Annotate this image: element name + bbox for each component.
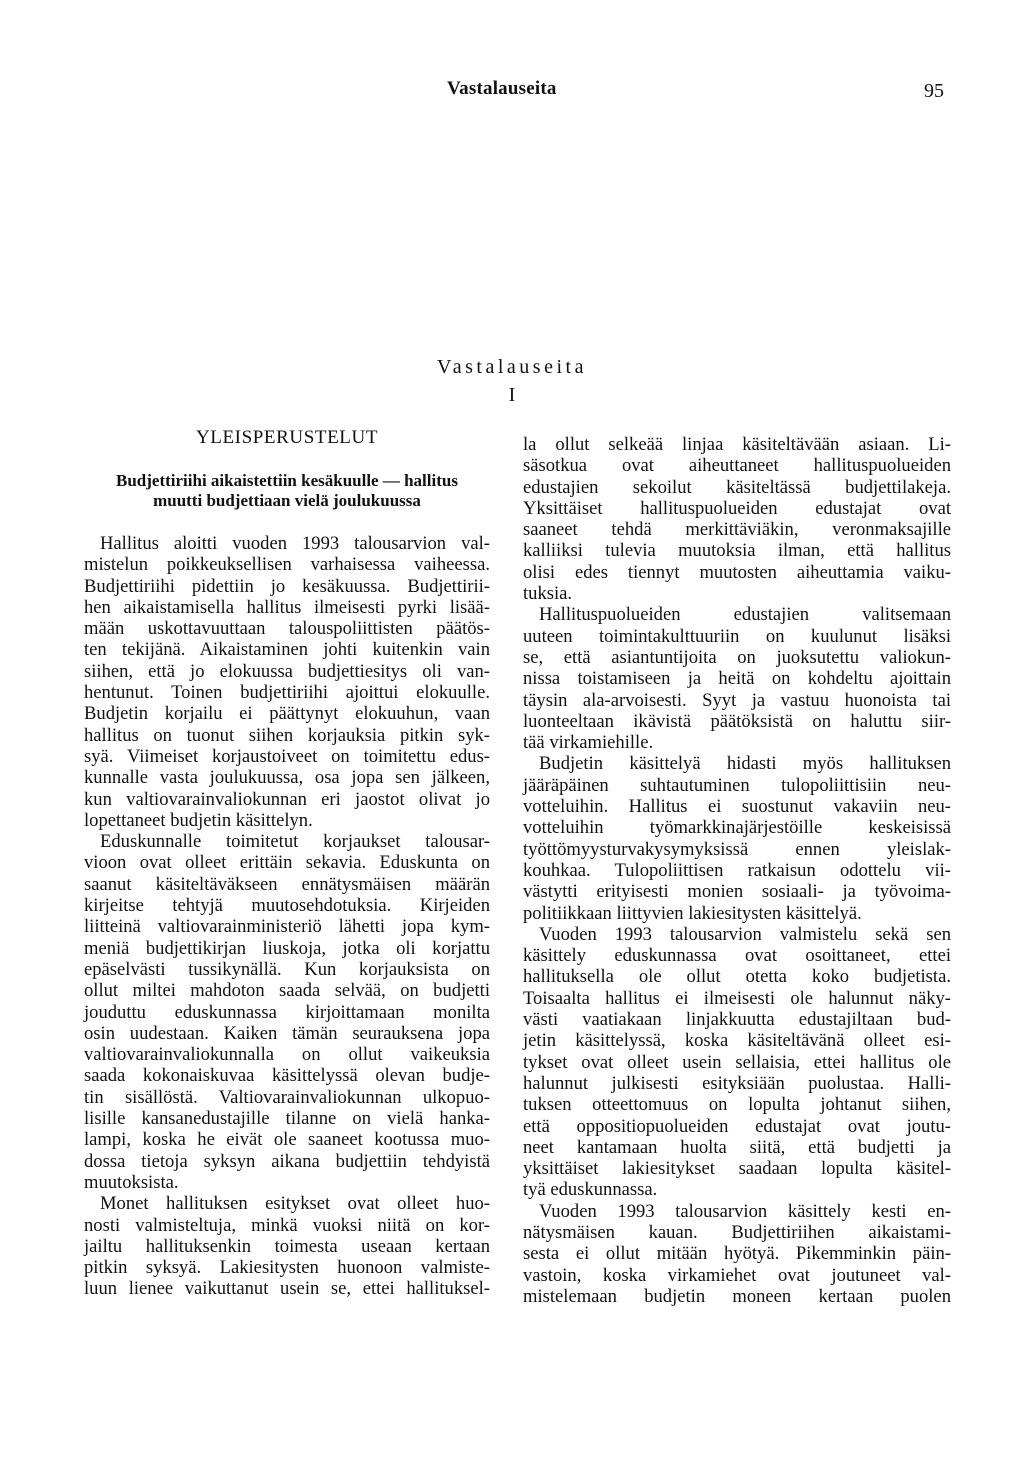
text-line: hallitus on tuonut siihen korjauksia pitkin syk- [84,724,490,746]
text-line: hallituksella ole ollut otetta koko budjetista. [523,966,951,988]
text-line: jouduttu eduskunnassa kirjoittamaan monilta [84,1001,490,1023]
text-line: tyä eduskunnassa. [523,1179,658,1201]
text-line: syä. Viimeiset korjaustoiveet on toimitettu edus- [84,745,490,767]
article-subheading [84,471,490,511]
text-line: valtiovarainvaliokunnalla on ollut vaikeuksia [84,1044,490,1066]
right-column [523,434,951,1307]
text-line: mistelemaan budjetin moneen kertaan puolen [523,1285,951,1307]
text-line: tykset ovat olleet usein sellaisia, ettei hallitus ole [523,1051,951,1073]
text-line: la ollut selkeää linjaa käsiteltävään asiaan. Li- [523,434,951,455]
text-line: jailtu hallituksenkin toimesta useaan kertaan [84,1235,490,1257]
section-heading: Vastalauseita [437,356,587,378]
text-line: Vuoden 1993 talousarvion käsittely kesti en- [539,1200,951,1222]
text-line: ollut miltei mahdoton saada selvää, on budjetti [84,980,490,1002]
text-line: kouhkaa. Tulopoliittisen ratkaisun odottelu vii- [523,859,951,881]
text-line: kunnalle vasta joulukuussa, osa jopa sen jälkeen, [84,767,490,789]
text-line: Vuoden 1993 talousarvion valmistelu sekä sen [539,923,951,945]
text-line: saanut käsiteltäväkseen ennätysmäisen määrän [84,873,490,895]
subheading-line: Budjettiriihi aikaistettiin kesäkuulle — hallitus [116,471,458,490]
text-line: Budjetin käsittelyä hidasti myös hallituksen [539,753,951,775]
text-line: se, että asiantuntijoita on juoksutettu valiokun- [523,646,951,668]
text-line: edustajien sekoilut käsiteltässä budjettilakeja. [523,476,951,498]
text-line: hentunut. Toinen budjettiriihi ajoittui elokuulle. [84,682,490,704]
text-line: lampi, koska he eivät ole saaneet kootussa muo- [84,1129,490,1151]
text-line: västi vaatiakaan linjakkuutta edustajiltaan bud- [523,1009,951,1031]
text-line: siihen, että jo elokuussa budjettiesitys oli van- [84,660,490,682]
page-number: 95 [924,80,944,102]
text-line: nosti valmisteltuja, minkä vuoksi niitä on kor- [84,1214,490,1236]
text-line: olisi edes tiennyt muutosten aiheuttamia vaiku- [523,561,951,583]
text-line: jetin käsittelyssä, koska käsiteltävänä olleet esi- [523,1030,951,1052]
text-line: tin sisällöstä. Valtiovarainvaliokunnan ulkopuo- [84,1086,490,1108]
article-heading: YLEISPERUSTELUT [195,427,379,448]
text-line: Monet hallituksen esitykset ovat olleet huo- [100,1193,490,1215]
text-line: nätysmäisen kauan. Budjettiriihen aikaistami- [523,1221,951,1243]
text-line: luonteeltaan ikävistä päätöksistä on haluttu siir- [523,710,951,732]
text-line: luun lienee vaikuttanut usein se, ettei hallituksel- [84,1278,490,1300]
text-line: hen aikaistamisella hallitus ilmeisesti pyrki lisää- [84,596,490,618]
text-line: Eduskunnalle toimitetut korjaukset talousar- [100,831,490,853]
text-line: dossa tietoja syksyn aikana budjettiin tehdyistä [84,1150,490,1172]
text-line: yksittäiset lakiesitykset saadaan lopulta käsitel- [523,1158,951,1180]
text-line: liitteinä valtiovarainministeriö lähetti jopa kym- [84,916,490,938]
text-line: lopettaneet budjetin käsittelyn. [84,809,313,831]
text-line: käsittely eduskunnassa ovat osoittaneet, ettei [523,945,951,967]
text-line: votteluihin. Hallitus ei suostunut vakaviin neu- [523,796,951,818]
text-line: Budjetin korjailu ei päättynyt elokuuhun, vaan [84,703,490,725]
text-line: uuteen toimintakulttuuriin on kuulunut lisäksi [523,625,951,647]
text-line: Yksittäiset hallituspuolueiden edustajat ovat [523,497,951,519]
text-line: epäselvästi tussikynällä. Kun korjauksista on [84,958,490,980]
text-line: västytti erityisesti monien sosiaali- ja työvoima- [523,881,951,903]
text-line: pitkin syksyä. Lakiesitysten huonoon valmiste- [84,1257,490,1279]
text-line: halunnut julkisesti esityksiään puolustaa. Halli- [523,1072,951,1094]
text-line: saaneet tehdä merkittäviäkin, veronmaksajille [523,519,951,541]
text-line: vioon ovat olleet erittäin sekavia. Eduskunta on [84,852,490,874]
text-line: muutoksista. [84,1171,179,1193]
text-line: sesta ei ollut mitään hyötyä. Pikemminkin päin- [523,1243,951,1265]
text-line: Hallitus aloitti vuoden 1993 talousarvion val- [100,533,490,554]
text-line: vastoin, koska virkamiehet ovat joutuneet val- [523,1264,951,1286]
text-line: kalliiksi tulevia muutoksia ilman, että hallitus [523,540,951,562]
text-line: mistelun poikkeuksellisen varhaisessa vaiheessa. [84,554,490,576]
text-line: tuksia. [523,583,573,605]
text-line: kun valtiovarainvaliokunnan eri jaostot olivat jo [84,788,490,810]
text-line: nissa toistamiseen ja heitä on kohdeltu ajoittain [523,668,951,690]
text-line: ten tekijänä. Aikaistaminen johti kuitenkin vain [84,639,490,661]
text-line: Toisaalta hallitus ei ilmeisesti ole halunnut näky- [523,987,951,1009]
text-line: votteluihin työmarkkinajärjestöille keskeisissä [523,817,951,839]
text-line: politiikkaan liittyvien lakiesitysten käsittelyä. [523,902,862,924]
text-line: saada kokonaiskuvaa käsittelyssä olevan budje- [84,1065,490,1087]
left-column [84,427,490,1300]
text-line: tuksen otteettomuus on lopulta johtanut siihen, [523,1094,951,1116]
text-line: että oppositiopuolueiden edustajat ovat joutu- [523,1115,951,1137]
text-line: meniä budjettikirjan liuskoja, jotka oli korjattu [84,937,490,959]
text-line: työttömyysturvakysymyksissä ennen yleislak- [523,838,951,860]
text-line: kirjeitse tehtyjä muutosehdotuksia. Kirjeiden [84,895,490,917]
left-column-body [84,533,490,1300]
section-numeral: I [508,384,516,406]
text-line: lisille kansanedustajille tilanne on vielä hanka- [84,1108,490,1130]
text-line: jääräpäinen suhtautuminen tulopoliittisiin neu- [523,774,951,796]
text-line: tää virkamiehille. [523,732,654,754]
text-line: osin uudestaan. Kaiken tämän seurauksena jopa [84,1022,490,1044]
text-line: Budjettiriihi pidettiin jo kesäkuussa. Budjettirii- [84,575,490,597]
running-header: Vastalauseita [447,78,557,99]
text-line: Hallituspuolueiden edustajien valitsemaan [539,604,951,626]
subheading-line: muutti budjettiaan vielä joulukuussa [153,491,421,510]
text-line: neet kantamaan huolta siitä, että budjetti ja [523,1136,951,1158]
text-line: täysin ala-arvoisesti. Syyt ja vastuu huonoista tai [523,689,951,711]
text-line: mään uskottavuuttaan talouspoliittisten päätös- [84,618,490,640]
text-line: säsotkua ovat aiheuttaneet hallituspuolueiden [523,455,951,477]
